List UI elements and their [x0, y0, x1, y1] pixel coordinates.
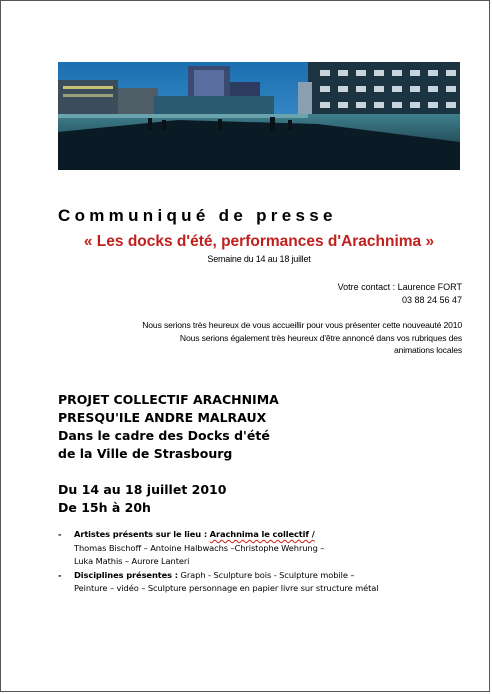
artists-line-2: Luka Mathis – Aurore Lanteri [74, 556, 190, 566]
project-block [58, 391, 279, 463]
project-line-3: Dans le cadre des Docks d'été [58, 428, 270, 443]
bullet-dash: - [58, 569, 62, 580]
details-list [58, 528, 478, 596]
dates-line-1: Du 14 au 18 juillet 2010 [58, 482, 227, 497]
event-subtitle: « Les docks d'été, performances d'Arachnima » [83, 233, 435, 250]
intro-line-2: Nous serions également très heureux d'être annoncé dans vos rubriques des [179, 332, 462, 343]
bullet-dash: - [58, 529, 62, 539]
contact-block [338, 281, 462, 307]
intro-line-3: animations locales [394, 345, 462, 355]
event-week: Semaine du 14 au 18 juillet [207, 254, 311, 264]
dates-line-2: De 15h à 20h [58, 500, 151, 515]
contact-phone: 03 88 24 56 47 [401, 295, 462, 305]
docks-photo-image [58, 62, 460, 170]
press-release-title: Communiqué de presse [58, 206, 337, 225]
disciplines-label: Disciplines présentes : [74, 569, 178, 580]
artists-group: Arachnima le collectif / [209, 529, 315, 539]
dates-block [58, 481, 226, 517]
project-line-2: PRESQU'ILE ANDRE MALRAUX [58, 410, 267, 425]
header-photo [58, 62, 460, 170]
project-line-4: de la Ville de Strasbourg [58, 446, 233, 461]
project-line-1: PROJET COLLECTIF ARACHNIMA [58, 392, 279, 407]
intro-paragraph [142, 319, 462, 357]
disciplines-line-2: Peinture – vidéo – Sculpture personnage en papier livre sur structure métal [74, 583, 379, 593]
intro-line-1: Nous serions très heureux de vous accueillir pour vous présenter cette nouveauté 2010 [142, 320, 462, 330]
contact-label: Votre contact : Laurence FORT [337, 282, 462, 292]
artists-label: Artistes présents sur le lieu : [74, 529, 208, 539]
disciplines-line-1: Graph - Sculpture bois - Sculpture mobile – [180, 569, 355, 580]
disciplines-item [58, 569, 478, 583]
artists-item [58, 528, 478, 542]
artists-line-1: Thomas Bischoff – Antoine Halbwachs –Christophe Wehrung – [74, 542, 325, 553]
